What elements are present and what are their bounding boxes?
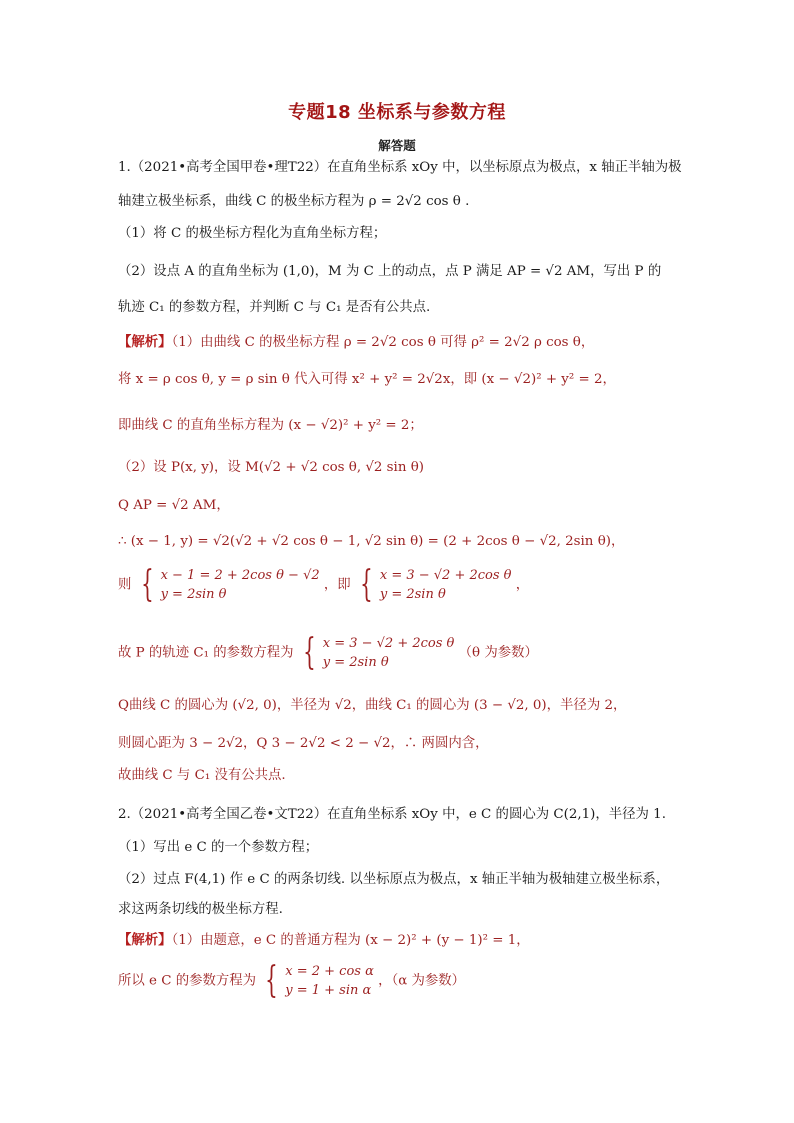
q1-part1: （1）将 C 的极坐标方程化为直角坐标方程； (118, 226, 387, 241)
ie-label: ，即 (323, 577, 351, 593)
q1-part2-line-2: 轨迹 C₁ 的参数方程，并判断 C 与 C₁ 是否有公共点. (118, 300, 431, 315)
q1-solution-line-3: 即曲线 C 的直角坐标方程为 (x − √2)² + y² = 2； (118, 418, 423, 433)
q1-solution-line-5: Q AP = √2 AM， (118, 498, 230, 513)
equation-system-3: { x = 3 − √2 + 2cos θ y = 2sin θ (302, 632, 455, 673)
system-1-row-2: y = 2sin θ (160, 587, 227, 602)
q2-solution-text-1: （1）由题意，e C 的普通方程为 (x − 2)² + (y − 1)² = 1， (171, 933, 530, 948)
parametric-label: 故 P 的轨迹 C₁ 的参数方程为 (118, 645, 294, 661)
q1-solution-systems (118, 566, 529, 605)
system-2-row-2: y = 2sin θ (379, 587, 446, 602)
q2-parametric-result (118, 962, 465, 1001)
q1-parametric-result (118, 634, 538, 673)
page-title: 专题18 坐标系与参数方程 (288, 102, 506, 123)
q2-part2-line-2: 求这两条切线的极坐标方程. (118, 902, 283, 917)
equation-system-2: { x = 3 − √2 + 2cos θ y = 2sin θ (360, 564, 512, 605)
q1-solution-line-4: （2）设 P(x, y)，设 M(√2 + √2 cos θ, √2 sin θ) (118, 460, 424, 475)
q1-solution-line-2: 将 x = ρ cos θ, y = ρ sin θ 代入可得 x² + y² = 2√2x，即 (x − √2)² + y² = 2， (118, 372, 616, 387)
equation-system-4: { x = 2 + cos α y = 1 + sin α (265, 960, 374, 1001)
q2-solution-line-1 (118, 930, 530, 951)
then-label: 则 (118, 577, 132, 593)
comma: ， (515, 577, 530, 593)
system-1-row-1: x − 1 = 2 + 2cos θ − √2 (160, 568, 320, 583)
equation-system-1: { x − 1 = 2 + 2cos θ − √2 y = 2sin θ (140, 564, 320, 605)
q2-part1: （1）写出 e C 的一个参数方程； (118, 840, 319, 855)
parameter-note: （θ 为参数） (458, 645, 538, 661)
q2-part2-line-1: （2）过点 F(4,1) 作 e C 的两条切线. 以坐标原点为极点，x 轴正半轴为极轴建立极坐标系， (118, 872, 670, 887)
analysis-tag-2: 【解析】 (118, 932, 172, 948)
system-3-row-2: y = 2sin θ (322, 655, 389, 670)
q1-solution-text-1: （1）由曲线 C 的极坐标方程 ρ = 2√2 cos θ 可得 ρ² = 2√2 ρ cos θ， (171, 335, 595, 350)
q1-solution-line-7: Q曲线 C 的圆心为 (√2, 0)，半径为 √2，曲线 C₁ 的圆心为 (3 − √2, 0)，半径为 2， (118, 698, 627, 713)
system-3-row-1: x = 3 − √2 + 2cos θ (322, 636, 455, 651)
q1-stem-line-1: 1.（2021•高考全国甲卷•理T22）在直角坐标系 xOy 中，以坐标原点为极点，x 轴正半轴为极 (118, 160, 682, 175)
system-4-row-2: y = 1 + sin α (285, 983, 372, 998)
q2-stem-line-1: 2.（2021•高考全国乙卷•文T22）在直角坐标系 xOy 中，e C 的圆心为 C(2,1)，半径为 1. (118, 807, 666, 822)
system-4-row-1: x = 2 + cos α (285, 964, 374, 979)
q1-solution-line-9: 故曲线 C 与 C₁ 没有公共点. (118, 768, 286, 783)
q1-stem-line-2: 轴建立极坐标系，曲线 C 的极坐标方程为 ρ = 2√2 cos θ . (118, 194, 470, 209)
system-2-row-1: x = 3 − √2 + 2cos θ (379, 568, 512, 583)
q2-parametric-label: 所以 e C 的参数方程为 (118, 973, 257, 989)
analysis-tag: 【解析】 (118, 334, 172, 350)
section-subtitle: 解答题 (378, 138, 416, 153)
q1-part2-line-1: （2）设点 A 的直角坐标为 (1,0)，M 为 C 上的动点，点 P 满足 AP = √2 AM，写出 P 的 (118, 264, 662, 279)
q1-solution-line-1 (118, 332, 594, 353)
q1-solution-line-6: ∴ (x − 1, y) = √2(√2 + √2 cos θ − 1, √2 sin θ) = (2 + 2cos θ − √2, 2sin θ)， (118, 534, 625, 549)
q1-solution-line-8: 则圆心距为 3 − 2√2，Q 3 − 2√2 < 2 − √2，∴ 两圆内含， (118, 736, 489, 751)
q2-parameter-note: ，（α 为参数） (378, 973, 466, 989)
